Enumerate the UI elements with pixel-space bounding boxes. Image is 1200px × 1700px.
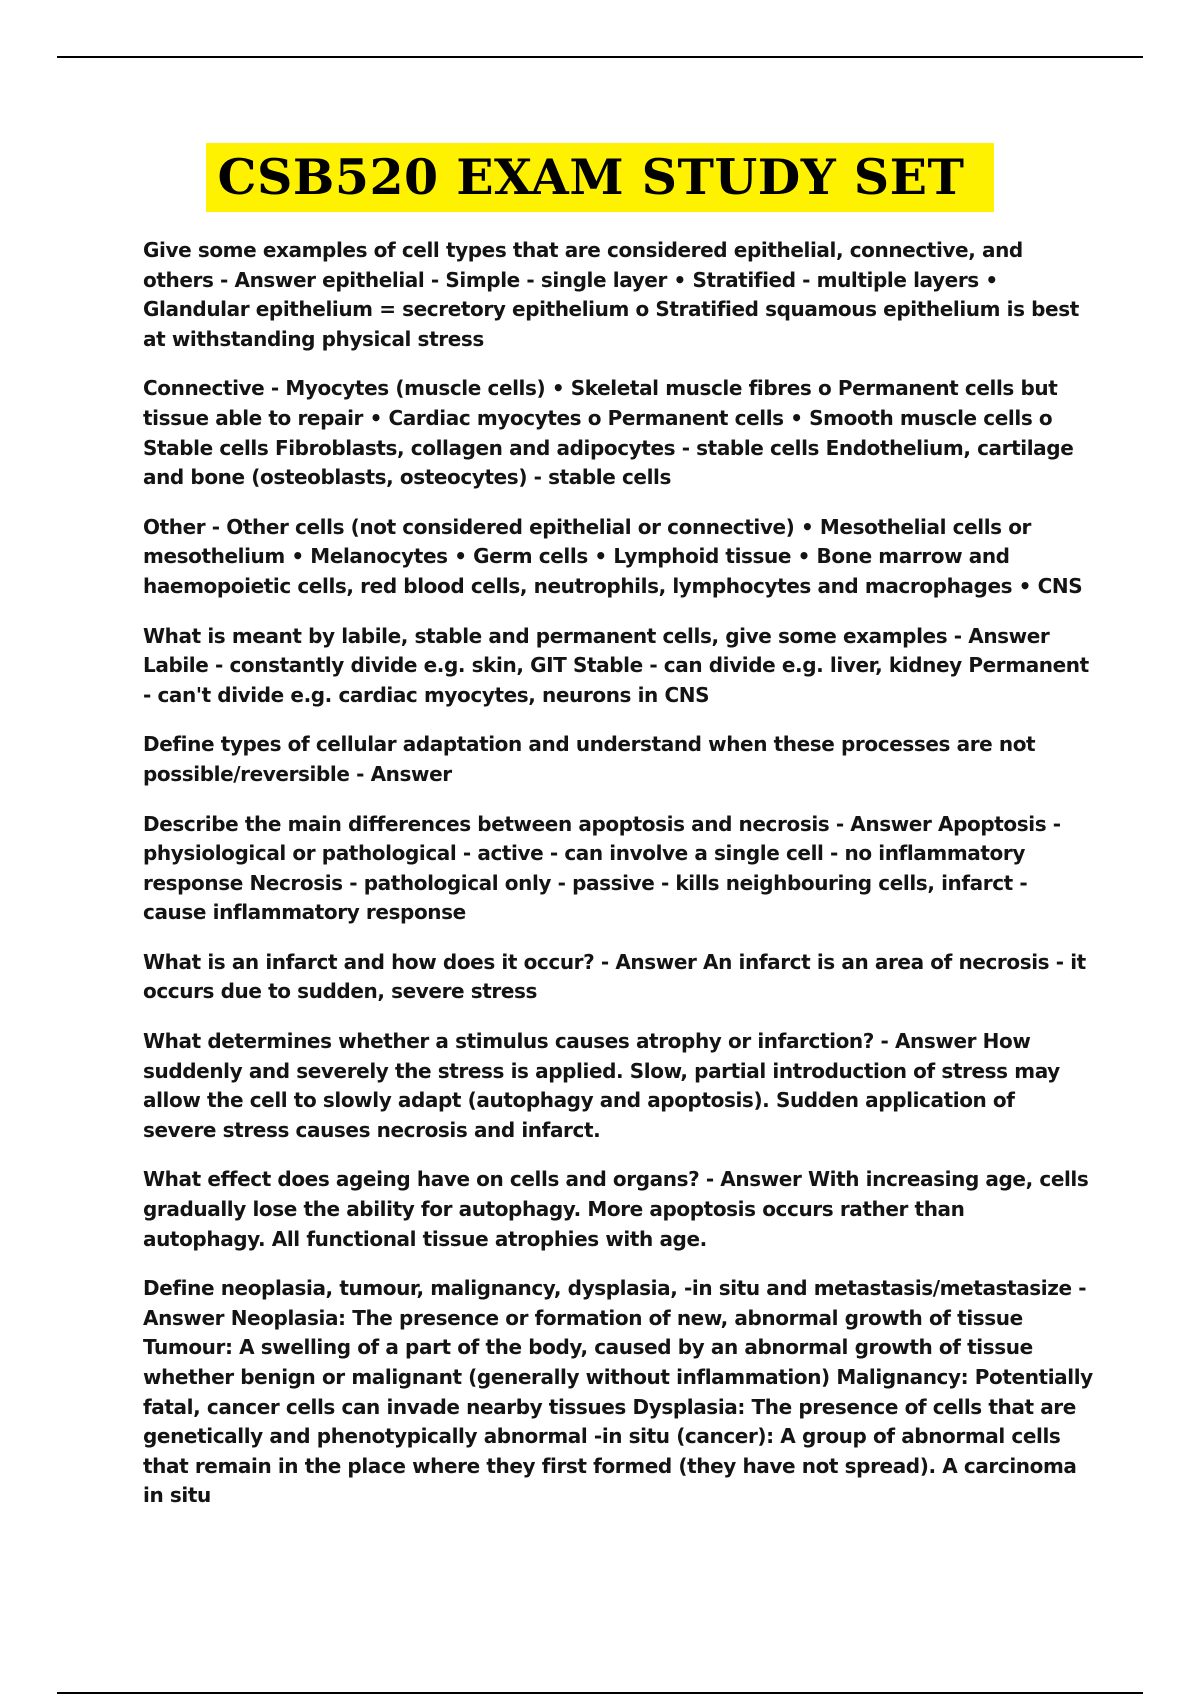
paragraph-apoptosis-necrosis: Describe the main differences between apoptosis and necrosis - Answer Apoptosis - physiological or pathological - active - can involve a single cell - no inflammatory response Necrosis - pathological only - passive - kills neighbouring cells, infarct - cause inflammatory response [143, 811, 1061, 925]
paragraph-atrophy-infarction: What determines whether a stimulus causes atrophy or infarction? - Answer How suddenly and severely the stress is applied. Slow, partial introduction of stress may allow the cell to slowly adapt (autophagy and apoptosis). Sudden application of severe stress causes necrosis and infarct. [143, 1029, 1060, 1142]
paragraph-infarct: What is an infarct and how does it occur? - Answer An infarct is an area of necrosis - it occurs due to sudden, severe stress [143, 949, 1086, 1004]
top-rule [57, 56, 1143, 58]
paragraph-cellular-adaptation: Define types of cellular adaptation and understand when these processes are not possible/reversible - Answer [143, 732, 1036, 786]
paragraph-labile-stable-permanent: What is meant by labile, stable and permanent cells, give some examples - Answer Labile - constantly divide e.g. skin, GIT Stable - can divide e.g. liver, kidney Permanent - can't divide e.g. cardiac myocytes, neurons in CNS [143, 623, 1089, 707]
paragraph-other-cells: Other - Other cells (not considered epithelial or connective) • Mesothelial cells or mesothelium • Melanocytes • Germ cells • Lymphoid tissue • Bone marrow and haemopoietic cells, red blood cells, neutrophils, lymphocytes and macrophages • CNS [143, 514, 1083, 598]
paragraph-cell-types: Give some examples of cell types that are considered epithelial, connective, and others - Answer epithelial - Simple - single layer • Stratified - multiple layers • Glandular epithelium = secretory epithelium o Stratified squamous epithelium is best at withstanding physical stress [143, 238, 1079, 351]
paragraph-ageing: What effect does ageing have on cells and organs? - Answer With increasing age, cells gradually lose the ability for autophagy. More apoptosis occurs rather than autophagy. All functional tissue atrophies with age. [143, 1167, 1089, 1251]
document-title: CSB520 EXAM STUDY SET [206, 143, 995, 212]
paragraph-connective: Connective - Myocytes (muscle cells) • Skeletal muscle fibres o Permanent cells but tissue able to repair • Cardiac myocytes o Permanent cells • Smooth muscle cells o Stable cells Fibroblasts, collagen and adipocytes - stable cells Endothelium, cartilage and bone (osteoblasts, osteocytes) - stable cells [143, 376, 1074, 490]
document-body [143, 236, 1093, 1531]
bottom-rule [57, 1692, 1143, 1694]
title-block [0, 143, 1200, 212]
paragraph-neoplasia: Define neoplasia, tumour, malignancy, dysplasia, -in situ and metastasis/metastasize - Answer Neoplasia: The presence or formation of new, abnormal growth of tissue Tumour: A swelling of a part of the body, caused by an abnormal growth of tissue whether benign or malignant (generally without inflammation) Malignancy: Potentially fatal, cancer cells can invade nearby tissues Dysplasia: The presence of cells that are genetically and phenotypically abnormal -in situ (cancer): A group of abnormal cells that remain in the place where they first formed (they have not spread). A carcinoma in situ [143, 1276, 1093, 1508]
